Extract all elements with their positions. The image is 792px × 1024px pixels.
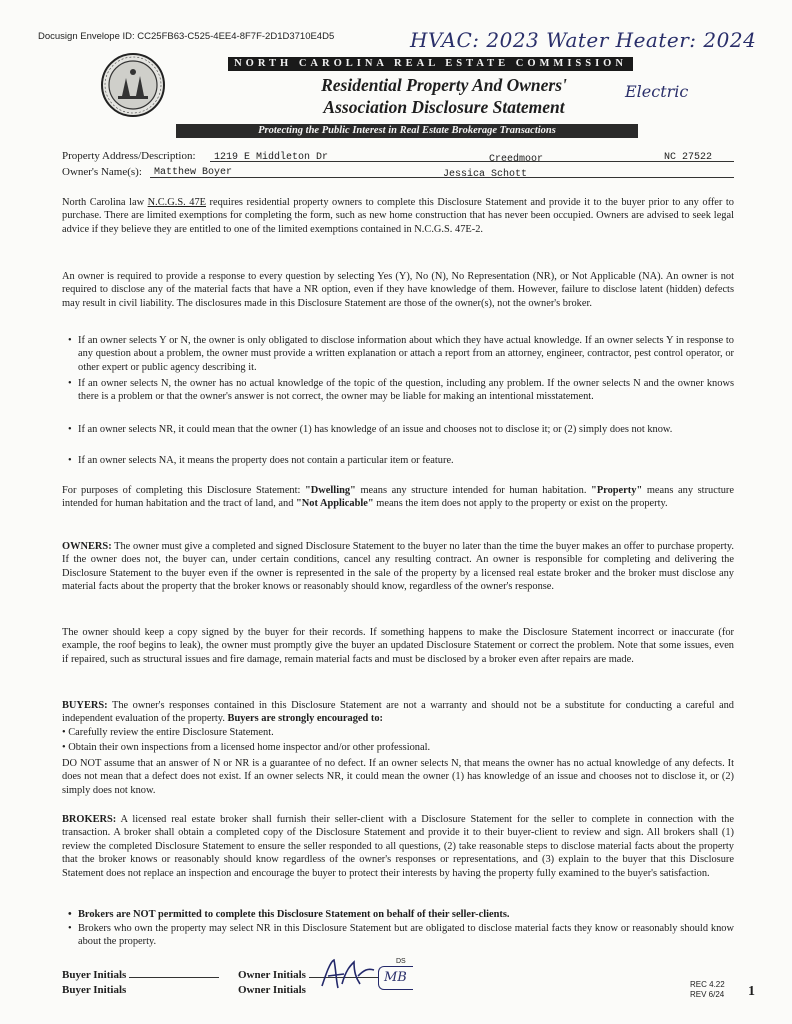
rec-number: REC 4.22 [690,980,725,989]
page-number: 1 [748,984,755,999]
handwritten-hvac-note: HVAC: 2023 Water Heater: 2024 [410,28,757,52]
buyers-item-1: • Carefully review the entire Disclosure Statement. [62,727,274,738]
bullet-y-or-n: • If an owner selects Y or N, the owner is only obligated to disclose information about which they have actual knowledge. If an owner selects Y in response to any question about a problem, the owner must provide a written explanation or attach a report from an attorney, engineer, contractor, pest control operator, or other expert or public agency describing it. [78,334,734,374]
def-text-2: means any structure intended for human habitation. [355,485,592,496]
form-title [244,74,644,118]
brokers-text: A licensed real estate broker shall furnish their seller-client with a Disclosure Statement for the seller to complete in connection with the transaction. A broker shall obtain a completed copy of the Disclosure Statement and provide it to their buyer-client to review and sign. All brokers shall (1) review the completed Disclosure Statement to ensure the seller responded to all questions, (2) take reasonable steps to disclose material facts about the property that the broker knows or reasonably should know regardless of the owner's responses or representations, and (3) explain to the buyer that this Disclosure Statement does not replace an inspection and encourage the buyer to protect their interests by having the property fully examined to the buyer's satisfaction. [62,814,734,879]
owners-text: The owner must give a completed and signed Disclosure Statement to the buyer no later than the time the buyer makes an offer to purchase property. If the owner does not, the buyer can, under certain conditions, cancel any resulting contract. An owner is responsible for completing and delivering the Disclosure Statement to the buyer even if the owner is represented in the sale of the property by a licensed real estate broker and the broker must disclose any material facts about the property that the broker knows or reasonably should know, regardless of the owner's response. [62,541,734,593]
bullet-nr: • If an owner selects NR, it could mean that the owner (1) has knowledge of an issue and chooses not to disclose it; or (2) simply does not know. [78,423,734,436]
owners-underline [150,177,734,178]
docusign-envelope-id: Docusign Envelope ID: CC25FB63-C525-4EE4-8F7F-2D1D3710E4D5 [38,31,335,42]
owners-heading: OWNERS: [62,541,112,552]
owner-initials-row-2 [238,983,306,997]
buyer-initials-row-1 [62,968,219,982]
form-code [690,980,725,1000]
definitions-paragraph [62,484,734,511]
handwritten-electric-note: Electric [625,82,689,101]
buyer-initials-field[interactable] [129,968,219,978]
def-text-1: For purposes of completing this Disclosure Statement: [62,485,306,496]
ds-stamp-label: DS [396,958,406,965]
signature-initials-1-icon [318,956,378,992]
intro-text-end: requires residential property owners to complete this Disclosure Statement and provide it to the buyer prior to any offer to purchase. There are limited exemptions for completing the form, such as new home construction that has never been occupied. Owners are advised to seek legal advice if they believe they are entitled to one of the limited exemptions contained in N.C.G.S. 47E-2. [62,197,734,235]
intro-text-start: North Carolina law [62,197,148,208]
buyers-item-1-text: Carefully review the entire Disclosure Statement. [68,727,274,738]
owner-copy-paragraph: The owner should keep a copy signed by the buyer for their records. If something happens to make the Disclosure Statement incorrect or inaccurate (for example, the roof begins to leak), the owner must promptly give the buyer an updated Disclosure Statement or correct the problem. Note that some issues, even if repaired, such as structural issues and fire damage, remain material facts and must be disclosed by a broker even after repairs are made. [62,627,734,665]
buyers-item-2: • Obtain their own inspections from a licensed home inspector and/or other professional. [62,742,431,753]
intro-paragraph [62,196,734,236]
bullet-n: • If an owner selects N, the owner has no actual knowledge of the topic of the question, including any problem. If the owner selects N and the owner knows there is a problem or that the owner's answer is not correct, the owner may be liable for making an intentional misstatement. [78,377,734,404]
def-text-4: means the item does not apply to the property or exist on the property. [373,498,668,510]
def-not-applicable: "Not Applicable" [296,498,374,510]
owner-initials-label-2: Owner Initials [238,984,306,996]
buyers-note: DO NOT assume that an answer of N or NR is a guarantee of no defect. If an owner selects N, that means the owner has no actual knowledge of any defects. It does not mean that a defect does not exist. If an owner selects NR, it could mean the owner (1) has knowledge of an issue and chooses not to disclose it, or (2) simply does not know. [62,758,734,796]
brokers-heading: BROKERS: [62,814,117,825]
owner-initials-mb: MB [384,970,407,985]
response-paragraph: An owner is required to provide a response to every question by selecting Yes (Y), No (N), No Representation (NR), or Not Applicable (NA). An owner is not required to disclose any of the material facts that have a NR option, even if they have knowledge of them. However, failure to disclose latent (hidden) defects may result in civil liability. The disclosures made in this Disclosure Statement are those of the owner(s), not the owner's broker. [62,271,734,309]
buyer-initials-label-2: Buyer Initials [62,984,127,996]
property-address-value[interactable]: 1219 E Middleton Dr [214,152,329,163]
brokers-paragraph [62,813,734,880]
nc-seal-icon [100,52,166,118]
property-address-label: Property Address/Description: [62,150,196,162]
commission-banner: NORTH CAROLINA REAL ESTATE COMMISSION [228,57,633,71]
property-city-value[interactable]: Creedmoor [489,154,544,165]
law-reference-link: N.C.G.S. 47E [147,197,206,208]
buyers-heading: BUYERS: [62,700,108,711]
brokers-bullet-1: • Brokers are NOT permitted to complete this Disclosure Statement on behalf of their seller-clients. [78,908,734,921]
title-line-2: Association Disclosure Statement [323,97,565,117]
owner-2-value[interactable]: Jessica Schott [443,169,528,180]
buyers-strong: Buyers are strongly encouraged to: [227,713,383,725]
owner-initials-label: Owner Initials [238,969,306,981]
brokers-bullet-2: • Brokers who own the property may select NR in this Disclosure Statement but are obligated to disclose material facts they know or reasonably should know about the property. [78,922,734,949]
def-property: "Property" [591,485,643,496]
owners-name-label: Owner's Name(s): [62,166,142,178]
def-dwelling: "Dwelling" [305,485,356,496]
property-state-zip-value[interactable]: NC 27522 [664,152,713,163]
tagline-banner: Protecting the Public Interest in Real Estate Brokerage Transactions [176,124,638,138]
owner-1-value[interactable]: Matthew Boyer [154,167,233,178]
buyer-initials-row-2 [62,983,126,997]
buyer-initials-label: Buyer Initials [62,969,127,981]
owners-paragraph [62,540,734,594]
buyers-item-2-text: Obtain their own inspections from a licensed home inspector and/or other professional. [68,742,431,753]
def-text-3: means any structure intended for human habitation and the tract of land, and [62,485,734,510]
buyers-text: The owner's responses contained in this Disclosure Statement are not a warranty and should not be a substitute for conducting a careful and independent evaluation of the property. [62,700,734,725]
buyers-paragraph [62,699,734,726]
rev-date: REV 6/24 [690,990,725,999]
title-line-1: Residential Property And Owners' [321,75,567,95]
bullet-na: • If an owner selects NA, it means the property does not contain a particular item or feature. [78,454,734,467]
